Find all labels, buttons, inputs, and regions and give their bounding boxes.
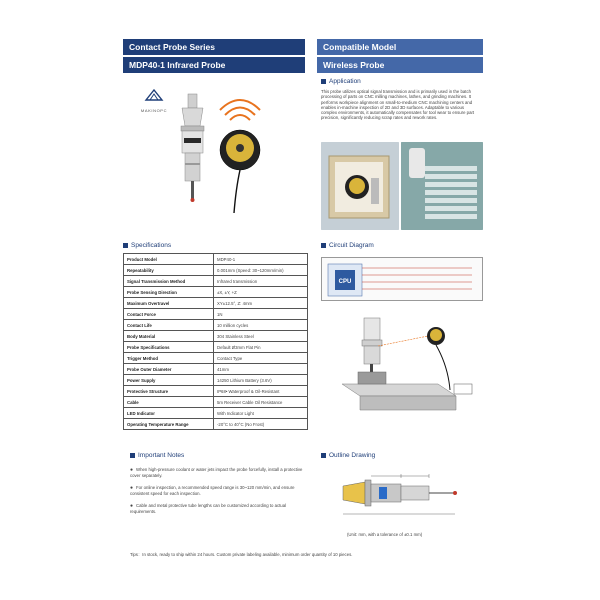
table-row <box>124 265 308 276</box>
note-text: When high-pressure coolant or water jets impact the probe forcefully, install a protective cover separately. <box>130 467 303 479</box>
product-image <box>160 88 305 228</box>
spec-value: 14250 Lithium Battery (3.6V) <box>214 375 308 386</box>
tubes-photo <box>401 142 483 230</box>
outline-drawing <box>335 470 475 522</box>
spec-value: 304 Stainless Steel <box>214 331 308 342</box>
dot-bullet-icon: ● <box>130 484 134 491</box>
spec-key: Contact Force <box>124 309 214 320</box>
tips-text: Tips：In stock, ready to ship within 24 hours. Custom private labeling available, minimum order quantity of 10 pieces. <box>130 552 353 557</box>
spec-value: Infrared transmission <box>214 276 308 287</box>
spec-value: 5m Receiver Cable Oil Resistance <box>214 397 308 408</box>
spec-value: 1N <box>214 309 308 320</box>
spec-key: LED Indicator <box>124 408 214 419</box>
table-row <box>124 386 308 397</box>
table-row <box>124 375 308 386</box>
compatible-header <box>317 39 483 55</box>
specifications-heading <box>123 242 171 249</box>
spec-key: Signal Transmission Method <box>124 276 214 287</box>
brand-name: MAKINOPC <box>140 108 168 113</box>
spec-value: ±X, ±Y, +Z <box>214 287 308 298</box>
table-row <box>124 287 308 298</box>
specifications-title: Specifications <box>131 242 172 249</box>
square-bullet-icon <box>321 453 326 458</box>
wireless-header <box>317 57 483 73</box>
application-heading <box>321 78 361 85</box>
application-text: This probe utilizes optical signal transmission and is primarily used in the batch processing of parts on CNC milling machines, lathes, and grinding machines. It performs workpiece alignment on small-to-medium CNC machining centers and enables in-machine inspection of 2D and 3D surfaces. Adaptable to various complex environments, it automatically compensates for tool wear to ensure part precision, significantly reducing scrap rates and rework rates. <box>321 89 475 121</box>
spec-value: -20°C to 40°C (No Frost) <box>214 419 308 430</box>
spec-value: Contact Type <box>214 353 308 364</box>
spec-key: Repeatability <box>124 265 214 276</box>
table-row <box>124 320 308 331</box>
spec-key: Protective Structure <box>124 386 214 397</box>
spec-key: Product Model <box>124 254 214 265</box>
list-item <box>130 467 310 479</box>
spec-key: Probe Specifications <box>124 342 214 353</box>
machine-setup-illustration <box>338 316 478 416</box>
model-header <box>123 57 305 73</box>
spec-value: MDP40-1 <box>214 254 308 265</box>
table-row <box>124 419 308 430</box>
outline-heading <box>321 452 375 459</box>
table-row <box>124 309 308 320</box>
spec-value: 10 million cycles <box>214 320 308 331</box>
spec-key: Body Material <box>124 331 214 342</box>
series-header <box>123 39 305 55</box>
list-item <box>130 503 310 515</box>
packaging-photo <box>321 142 399 230</box>
square-bullet-icon <box>123 243 128 248</box>
spec-value: IP68• Waterproof & Oil-Resistant <box>214 386 308 397</box>
specifications-table <box>123 253 308 430</box>
list-item <box>130 485 310 497</box>
circuit-title: Circuit Diagram <box>329 242 374 249</box>
square-bullet-icon <box>321 79 326 84</box>
application-title: Application <box>329 78 361 85</box>
spec-value: 0.001mm (Speed: 30~120mm/min) <box>214 265 308 276</box>
spec-key: Power Supply <box>124 375 214 386</box>
notes-list <box>130 467 310 520</box>
note-text: For online inspection, a recommended speed range is 30~120 mm/min, and ensure consistent speed for each inspection. <box>130 484 295 497</box>
circuit-heading <box>321 242 374 249</box>
dot-bullet-icon: ● <box>130 467 134 473</box>
spec-value: XY±12.5°, Z: 4mm <box>214 298 308 309</box>
note-text: Cable and metal protective tube lengths can be customized according to actual requirements. <box>130 502 287 515</box>
spec-key: Trigger Method <box>124 353 214 364</box>
spec-key: Contact Life <box>124 320 214 331</box>
notes-heading <box>130 452 184 459</box>
table-row <box>124 331 308 342</box>
unit-note: (Unit: mm, with a tolerance of ±0.1 mm) <box>347 532 423 537</box>
circuit-diagram <box>321 257 483 301</box>
square-bullet-icon <box>130 453 135 458</box>
spec-key: Probe Sensing Direction <box>124 287 214 298</box>
table-row <box>124 298 308 309</box>
spec-key: Operating Temperature Range <box>124 419 214 430</box>
wireless-title: Wireless Probe <box>323 60 385 70</box>
spec-value: Default Ø3mm Flat Pin <box>214 342 308 353</box>
spec-key: Cable <box>124 397 214 408</box>
cpu-label: CPU <box>338 279 352 285</box>
outline-title: Outline Drawing <box>329 452 376 459</box>
square-bullet-icon <box>321 243 326 248</box>
table-row <box>124 408 308 419</box>
table-row <box>124 254 308 265</box>
table-row <box>124 397 308 408</box>
table-row <box>124 364 308 375</box>
spec-key: Maximum Overtravel <box>124 298 214 309</box>
table-row <box>124 342 308 353</box>
model-title: MDP40-1 Infrared Probe <box>129 60 226 70</box>
table-row <box>124 276 308 287</box>
table-row <box>124 353 308 364</box>
notes-title: Important Notes <box>138 452 185 459</box>
dot-bullet-icon: ● <box>130 502 134 509</box>
spec-value: 41mm <box>214 364 308 375</box>
spec-key: Probe Outer Diameter <box>124 364 214 375</box>
series-title: Contact Probe Series <box>129 42 215 52</box>
spec-value: With Indicator Light <box>214 408 308 419</box>
compatible-title: Compatible Model <box>323 42 397 52</box>
